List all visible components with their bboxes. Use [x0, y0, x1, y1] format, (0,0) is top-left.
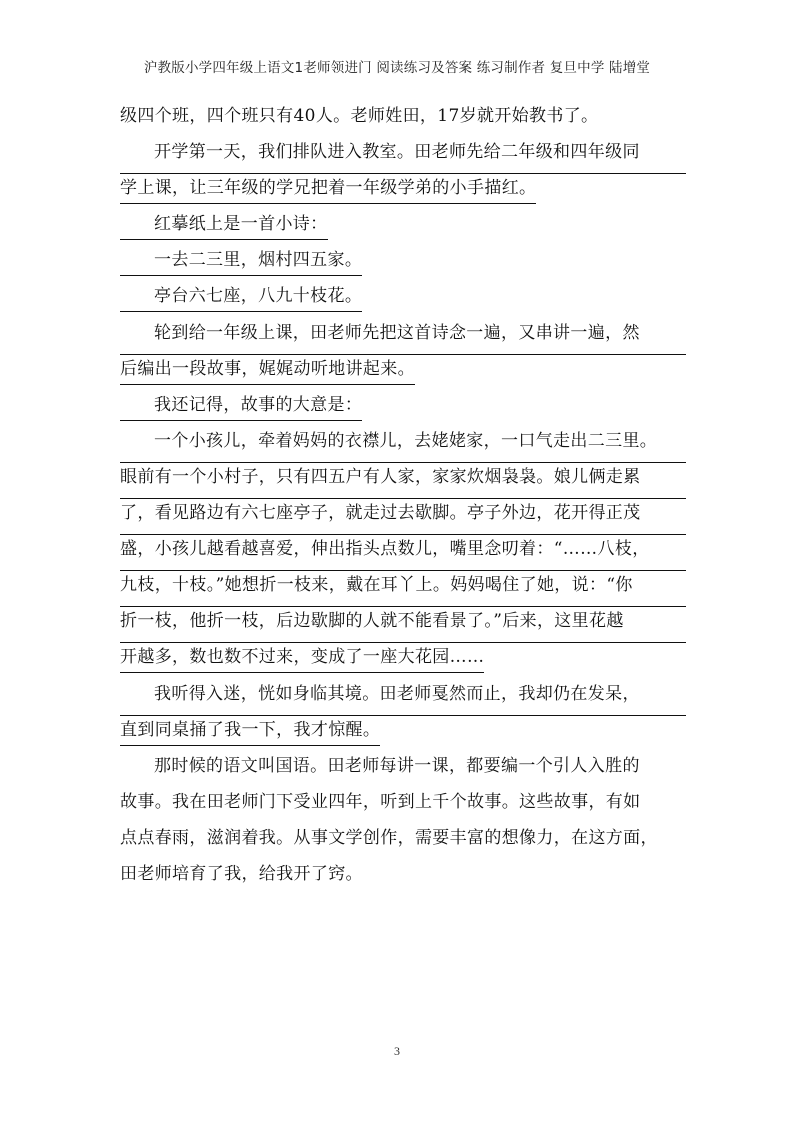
text-line: 后编出一段故事，娓娓动听地讲起来。 — [120, 355, 686, 391]
text-line: 级四个班，四个班只有40人。老师姓田，17岁就开始教书了。 — [120, 106, 599, 126]
text-line: 亭台六七座，八九十枝花。 — [120, 282, 686, 318]
text-line: 一个小孩儿，牵着妈妈的衣襟儿，去姥姥家，一口气走出二三里。 — [120, 427, 686, 463]
text-line: 学上课，让三年级的学兄把着一年级学弟的小手描红。 — [120, 174, 686, 210]
text-line: 红摹纸上是一首小诗： — [120, 210, 686, 246]
text-line: 九枝，十枝。”她想折一枝来，戴在耳丫上。妈妈喝住了她，说：“你 — [120, 571, 686, 607]
text-line: 了，看见路边有六七座亭子，就走过去歇脚。亭子外边，花开得正茂 — [120, 499, 686, 535]
text-line: 轮到给一年级上课，田老师先把这首诗念一遍，又串讲一遍，然 — [120, 319, 686, 355]
text-line: 折一枝，他折一枝，后边歇脚的人就不能看景了。”后来，这里花越 — [120, 607, 686, 643]
text-line: 盛，小孩儿越看越喜爱，伸出指头点数儿，嘴里念叨着：“……八枝， — [120, 535, 686, 571]
text-line: 直到同桌捅了我一下，我才惊醒。 — [120, 716, 686, 752]
text-line: 一去二三里，烟村四五家。 — [120, 246, 686, 282]
text-line: 眼前有一个小村子，只有四五户有人家，家家炊烟袅袅。娘儿俩走累 — [120, 463, 686, 499]
page-number: 3 — [394, 1044, 400, 1058]
text-line: 开越多，数也数不过来，变成了一座大花园…… — [120, 643, 686, 679]
text-line: 开学第一天，我们排队进入教室。田老师先给二年级和四年级同 — [120, 138, 686, 174]
text-line: 田老师培育了我，给我开了窍。 — [120, 863, 363, 884]
page-header: 沪教版小学四年级上语文1老师领进门 阅读练习及答案 练习制作者 复旦中学 陆增堂 — [143, 60, 651, 76]
text-line: 那时候的语文叫国语。田老师每讲一课，都要编一个引人入胜的 — [154, 755, 640, 776]
text-line: 我还记得，故事的大意是： — [120, 391, 686, 427]
text-line: 我听得入迷，恍如身临其境。田老师戛然而止，我却仍在发呆， — [120, 680, 686, 716]
text-line: 故事。我在田老师门下受业四年，听到上千个故事。这些故事，有如 — [120, 791, 641, 812]
article-body — [120, 102, 686, 896]
text-line: 点点春雨，滋润着我。从事文学创作，需要丰富的想像力，在这方面， — [120, 827, 658, 848]
